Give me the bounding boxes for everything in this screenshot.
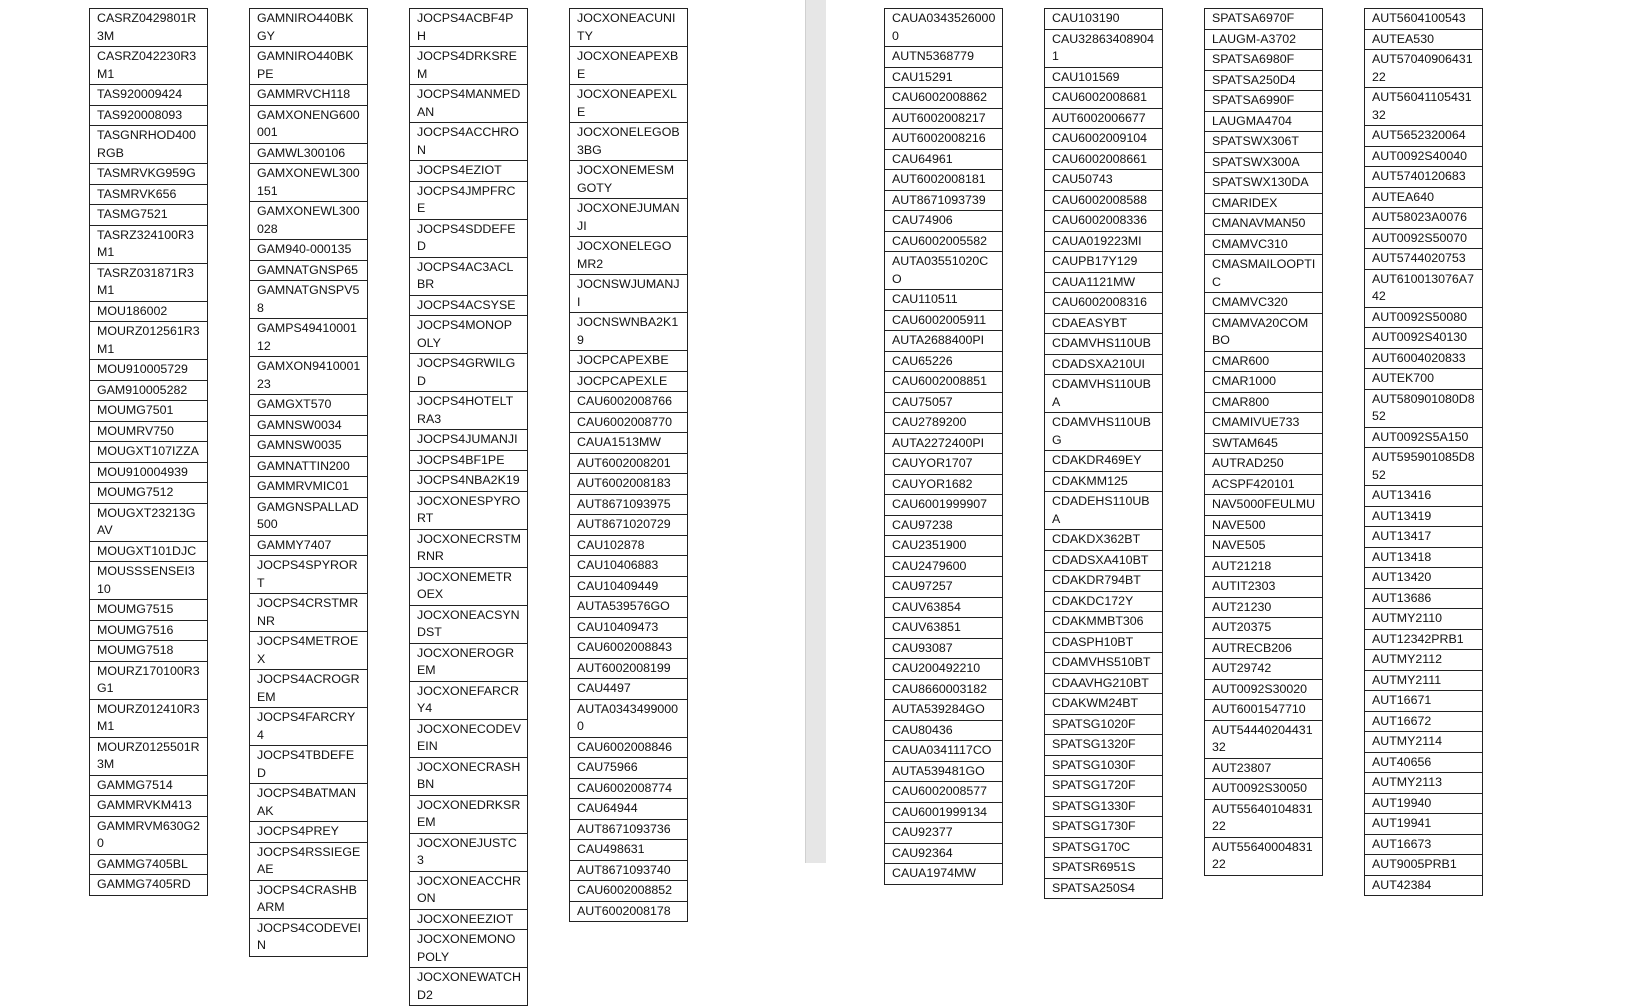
table-cell: AUT9005PRB1	[1365, 855, 1482, 876]
table-cell: CDADSXA410BT	[1045, 551, 1162, 572]
table-cell: CAU101569	[1045, 68, 1162, 89]
table-cell: GAMPS4941000112	[250, 319, 367, 357]
table-cell: CAUV63851	[885, 618, 1002, 639]
table-cell: JOCPS4HOTELTRA3	[410, 392, 527, 430]
table-cell: AUT5604100543	[1365, 9, 1482, 30]
table-cell: JOCPS4CODEVEIN	[250, 919, 367, 957]
table-cell: JOCPS4RSSIEGEAE	[250, 843, 367, 881]
table-cell: AUTA2688400PI	[885, 331, 1002, 352]
table-cell: CDAMVHS110UBA	[1045, 375, 1162, 413]
code-column	[1364, 8, 1483, 896]
table-cell: AUT58023A0076	[1365, 208, 1482, 229]
table-cell: CAU6002008851	[885, 372, 1002, 393]
table-cell: AUT16672	[1365, 712, 1482, 733]
table-cell: TAS920009424	[90, 85, 207, 106]
table-cell: CAU93087	[885, 639, 1002, 660]
table-cell: TASMRVK656	[90, 185, 207, 206]
table-cell: JOCPS4ACSYSE	[410, 296, 527, 317]
table-cell: CAU6001999907	[885, 495, 1002, 516]
table-cell: MOUSSSENSEI310	[90, 562, 207, 600]
table-cell: JOCPS4ACCHRON	[410, 123, 527, 161]
table-cell: AUT13420	[1365, 568, 1482, 589]
table-cell: JOCPS4EZIOT	[410, 161, 527, 182]
table-cell: CASRZ0429801R3M	[90, 9, 207, 47]
table-cell: CDAMVHS110UBG	[1045, 413, 1162, 451]
table-cell: AUT5564010483122	[1205, 800, 1322, 838]
table-cell: JOCPS4TBDEFED	[250, 746, 367, 784]
table-cell: JOCPS4NBA2K19	[410, 471, 527, 492]
table-cell: CAU6002008336	[1045, 211, 1162, 232]
table-cell: CDAKDR794BT	[1045, 571, 1162, 592]
table-cell: MOUMG7512	[90, 483, 207, 504]
table-cell: AUT23807	[1205, 759, 1322, 780]
table-cell: CMAMVC320	[1205, 293, 1322, 314]
table-cell: SPATSA6990F	[1205, 91, 1322, 112]
table-cell: AUT40656	[1365, 753, 1482, 774]
table-cell: AUTA539481GO	[885, 762, 1002, 783]
table-cell: CAU328634089041	[1045, 30, 1162, 68]
table-cell: AUT13418	[1365, 548, 1482, 569]
table-cell: JOCXONEMONOPOLY	[410, 930, 527, 968]
table-cell: SPATSWX300A	[1205, 153, 1322, 174]
table-cell: CMAR800	[1205, 393, 1322, 414]
table-cell: SPATSG1320F	[1045, 735, 1162, 756]
table-cell: AUT8671093975	[570, 495, 687, 516]
table-cell: JOCXONECRASHBN	[410, 758, 527, 796]
table-cell: SPATSG1720F	[1045, 776, 1162, 797]
table-cell: MOUMG7501	[90, 401, 207, 422]
table-cell: CDAKDR469EY	[1045, 451, 1162, 472]
table-cell: GAMMRVCH118	[250, 85, 367, 106]
table-cell: AUTA03551020CO	[885, 252, 1002, 290]
table-cell: JOCXONEACSYNDST	[410, 606, 527, 644]
table-cell: AUT5604110543132	[1365, 88, 1482, 126]
table-cell: CAU92364	[885, 844, 1002, 865]
table-cell: AUTMY2112	[1365, 650, 1482, 671]
table-cell: CAUA1974MW	[885, 864, 1002, 885]
table-cell: CAU6002008846	[570, 738, 687, 759]
table-cell: AUTA539284GO	[885, 700, 1002, 721]
table-cell: AUT6002008181	[885, 170, 1002, 191]
table-cell: CAU8660003182	[885, 680, 1002, 701]
table-cell: CAU2351900	[885, 536, 1002, 557]
table-cell: AUTN5368779	[885, 47, 1002, 68]
table-cell: MOU910004939	[90, 463, 207, 484]
table-cell: AUT16673	[1365, 835, 1482, 856]
table-cell: CAU200492210	[885, 659, 1002, 680]
table-cell: JOCNSWNBA2K19	[570, 313, 687, 351]
table-cell: JOCXONELEGOB3BG	[570, 123, 687, 161]
table-cell: CDAKMMBT306	[1045, 612, 1162, 633]
table-cell: ACSPF420101	[1205, 475, 1322, 496]
table-cell: AUT6002008201	[570, 454, 687, 475]
table-cell: NAVE500	[1205, 516, 1322, 537]
table-cell: CDADSXA210UI	[1045, 355, 1162, 376]
table-cell: AUT5704090643122	[1365, 50, 1482, 88]
table-cell: AUT13419	[1365, 507, 1482, 528]
table-cell: GAMNATGNSPV58	[250, 281, 367, 319]
table-cell: CAUA03435260000	[885, 9, 1002, 47]
table-cell: JOCXONELEGOMR2	[570, 237, 687, 275]
table-cell: GAMWL300106	[250, 144, 367, 165]
table-cell: CAU74906	[885, 211, 1002, 232]
table-cell: GAMNIRO440BKGY	[250, 9, 367, 47]
table-cell: JOCNSWJUMANJI	[570, 275, 687, 313]
table-cell: CDAKDC172Y	[1045, 592, 1162, 613]
table-cell: GAMMRVKM413	[90, 796, 207, 817]
page-gutter	[805, 0, 826, 863]
table-cell: CAU97238	[885, 516, 1002, 537]
table-cell: JOCXONEFARCRY4	[410, 682, 527, 720]
table-cell: AUT5652320064	[1365, 126, 1482, 147]
table-cell: AUT0092S30050	[1205, 779, 1322, 800]
table-cell: JOCPS4MONOPOLY	[410, 316, 527, 354]
table-cell: AUT0092S50080	[1365, 308, 1482, 329]
table-cell: MOU186002	[90, 302, 207, 323]
table-cell: CAUYOR1682	[885, 475, 1002, 496]
table-cell: AUT610013076A742	[1365, 270, 1482, 308]
table-cell: GAMXONENG600001	[250, 106, 367, 144]
table-cell: JOCPCAPEXBE	[570, 351, 687, 372]
table-cell: CDAEASYBT	[1045, 314, 1162, 335]
table-cell: CAU64944	[570, 799, 687, 820]
table-cell: CAU6002009104	[1045, 129, 1162, 150]
table-cell: AUT0092S30020	[1205, 680, 1322, 701]
table-cell: GAMXON941000123	[250, 357, 367, 395]
table-cell: AUTRAD250	[1205, 454, 1322, 475]
table-cell: JOCXONEEZIOT	[410, 910, 527, 931]
table-cell: AUT5564000483122	[1205, 838, 1322, 876]
table-cell: AUT5444020443132	[1205, 721, 1322, 759]
table-cell: SPATSA6980F	[1205, 50, 1322, 71]
table-cell: SPATSG1020F	[1045, 715, 1162, 736]
table-cell: AUT19940	[1365, 794, 1482, 815]
table-cell: SPATSWX130DA	[1205, 173, 1322, 194]
table-cell: TAS920008093	[90, 106, 207, 127]
code-column	[89, 8, 208, 896]
table-cell: JOCPS4DRKSREM	[410, 47, 527, 85]
table-cell: AUT21230	[1205, 598, 1322, 619]
table-cell: CAUA1121MW	[1045, 273, 1162, 294]
table-cell: AUT8671093736	[570, 820, 687, 841]
table-cell: CAU6002008316	[1045, 293, 1162, 314]
table-cell: CAU92377	[885, 823, 1002, 844]
table-cell: MOUMG7516	[90, 621, 207, 642]
table-cell: CAU6002008862	[885, 88, 1002, 109]
table-cell: CAU102878	[570, 536, 687, 557]
table-cell: GAMMG7514	[90, 776, 207, 797]
table-cell: AUTIT2303	[1205, 577, 1322, 598]
table-cell: JOCPS4CRASHBARM	[250, 881, 367, 919]
table-cell: AUT8671020729	[570, 515, 687, 536]
table-cell: JOCXONECODEVEIN	[410, 720, 527, 758]
table-cell: AUT6002008178	[570, 902, 687, 923]
table-cell: JOCPCAPEXLE	[570, 372, 687, 393]
table-cell: GAMNATGNSP65	[250, 261, 367, 282]
table-cell: CMASMAILOOPTIC	[1205, 255, 1322, 293]
table-cell: CDAKDX362BT	[1045, 530, 1162, 551]
table-cell: CMAR1000	[1205, 372, 1322, 393]
table-cell: NAVE505	[1205, 536, 1322, 557]
table-cell: JOCXONECRSTMRNR	[410, 530, 527, 568]
table-cell: TASMG7521	[90, 205, 207, 226]
table-cell: AUT5740120683	[1365, 167, 1482, 188]
table-cell: JOCPS4BATMANAK	[250, 784, 367, 822]
table-cell: MOUGXT107IZZA	[90, 442, 207, 463]
table-cell: CAU75966	[570, 758, 687, 779]
table-cell: AUT0092S40040	[1365, 147, 1482, 168]
table-cell: CAU10409473	[570, 618, 687, 639]
table-cell: JOCPS4SPYRORT	[250, 556, 367, 594]
table-cell: SPATSA250S4	[1045, 879, 1162, 900]
table-cell: LAUGM-A3702	[1205, 30, 1322, 51]
table-cell: CAUV63854	[885, 598, 1002, 619]
table-cell: CMARIDEX	[1205, 194, 1322, 215]
table-cell: SPATSG170C	[1045, 838, 1162, 859]
table-cell: MOURZ0125501R3M	[90, 738, 207, 776]
table-cell: AUT8671093739	[885, 191, 1002, 212]
table-cell: CAU10409449	[570, 577, 687, 598]
table-cell: CDAKWM24BT	[1045, 694, 1162, 715]
table-cell: SPATSA6970F	[1205, 9, 1322, 30]
table-cell: JOCXONEAPEXBE	[570, 47, 687, 85]
table-cell: AUT13417	[1365, 527, 1482, 548]
table-cell: JOCXONEDRKSREM	[410, 796, 527, 834]
table-cell: CAU15291	[885, 68, 1002, 89]
right-page	[826, 0, 1625, 895]
table-cell: NAV5000FEULMU	[1205, 495, 1322, 516]
table-cell: GAMGXT570	[250, 395, 367, 416]
table-cell: CDAMVHS510BT	[1045, 653, 1162, 674]
table-cell: AUT20375	[1205, 618, 1322, 639]
table-cell: AUT6002008216	[885, 129, 1002, 150]
table-cell: MOU910005729	[90, 360, 207, 381]
table-cell: JOCPS4BF1PE	[410, 451, 527, 472]
table-cell: JOCPS4FARCRY4	[250, 708, 367, 746]
code-column	[569, 8, 688, 922]
table-cell: TASRZ031871R3M1	[90, 264, 207, 302]
table-cell: JOCXONEWATCHD2	[410, 968, 527, 1006]
table-cell: CDAKMM125	[1045, 472, 1162, 493]
table-cell: SPATSG1730F	[1045, 817, 1162, 838]
table-cell: SPATSR6951S	[1045, 858, 1162, 879]
table-cell: GAMMY7407	[250, 536, 367, 557]
table-cell: MOURZ012410R3M1	[90, 700, 207, 738]
table-cell: AUT6002008183	[570, 474, 687, 495]
table-cell: JOCXONEJUSTC3	[410, 834, 527, 872]
table-cell: MOURZ012561R3M1	[90, 322, 207, 360]
table-cell: CAU6001999134	[885, 803, 1002, 824]
table-cell: CAU6002008774	[570, 779, 687, 800]
table-cell: AUTA2272400PI	[885, 434, 1002, 455]
table-cell: AUT12342PRB1	[1365, 630, 1482, 651]
table-cell: AUT0092S50070	[1365, 229, 1482, 250]
table-cell: MOUMG7518	[90, 641, 207, 662]
table-cell: AUT595901085D852	[1365, 448, 1482, 486]
table-cell: CDADEHS110UBA	[1045, 492, 1162, 530]
table-cell: GAM940-000135	[250, 240, 367, 261]
table-cell: JOCPS4PREY	[250, 822, 367, 843]
table-cell: CAU75057	[885, 393, 1002, 414]
table-cell: AUTMY2110	[1365, 609, 1482, 630]
table-cell: JOCPS4AC3ACLBR	[410, 258, 527, 296]
table-cell: CDAAVHG210BT	[1045, 674, 1162, 695]
table-cell: AUT6002006677	[1045, 109, 1162, 130]
table-cell: GAMNSW0035	[250, 436, 367, 457]
table-cell: AUT6002008199	[570, 659, 687, 680]
table-cell: AUTMY2113	[1365, 773, 1482, 794]
table-cell: CAU6002008843	[570, 638, 687, 659]
table-cell: JOCPS4ACROGREM	[250, 670, 367, 708]
table-cell: SWTAM645	[1205, 434, 1322, 455]
table-cell: AUT0092S40130	[1365, 328, 1482, 349]
table-cell: CAU6002008681	[1045, 88, 1162, 109]
table-cell: AUTEA640	[1365, 188, 1482, 209]
table-cell: CMAMIVUE733	[1205, 413, 1322, 434]
table-cell: CMAMVA20COMBO	[1205, 314, 1322, 352]
table-cell: CAU50743	[1045, 170, 1162, 191]
table-cell: CMAR600	[1205, 352, 1322, 373]
code-column	[1204, 8, 1323, 876]
table-cell: JOCPS4METROEX	[250, 632, 367, 670]
left-page	[0, 0, 805, 1002]
table-cell: GAMMG7405RD	[90, 875, 207, 896]
table-cell: CAU97257	[885, 577, 1002, 598]
table-cell: JOCXONEMETROEX	[410, 568, 527, 606]
table-cell: AUT13686	[1365, 589, 1482, 610]
table-cell: JOCPS4JMPFRCE	[410, 182, 527, 220]
table-cell: GAMMG7405BL	[90, 855, 207, 876]
table-cell: AUT6004020833	[1365, 349, 1482, 370]
table-cell: CAU2789200	[885, 413, 1002, 434]
table-cell: GAMGNSPALLAD500	[250, 498, 367, 536]
table-cell: JOCXONEJUMANJI	[570, 199, 687, 237]
table-cell: AUT21218	[1205, 557, 1322, 578]
table-cell: AUTA03434990000	[570, 700, 687, 738]
table-cell: AUT6002008217	[885, 109, 1002, 130]
table-cell: CAU65226	[885, 352, 1002, 373]
table-cell: JOCXONEROGREM	[410, 644, 527, 682]
table-cell: AUT8671093740	[570, 861, 687, 882]
table-cell: CASRZ042230R3M1	[90, 47, 207, 85]
code-column	[884, 8, 1003, 885]
table-cell: CAU6002008766	[570, 392, 687, 413]
table-cell: JOCXONEMESMGOTY	[570, 161, 687, 199]
table-cell: TASGNRHOD400RGB	[90, 126, 207, 164]
table-cell: TASMRVKG959G	[90, 164, 207, 185]
table-cell: AUT580901080D852	[1365, 390, 1482, 428]
table-cell: SPATSG1030F	[1045, 756, 1162, 777]
table-cell: AUTMY2114	[1365, 732, 1482, 753]
table-cell: AUTRECB206	[1205, 639, 1322, 660]
code-column	[249, 8, 368, 957]
table-cell: TASRZ324100R3M1	[90, 226, 207, 264]
table-cell: AUT0092S5A150	[1365, 428, 1482, 449]
table-cell: CAU64961	[885, 150, 1002, 171]
table-cell: JOCXONESPYRORT	[410, 492, 527, 530]
table-cell: AUT5744020753	[1365, 249, 1482, 270]
table-cell: CAU103190	[1045, 9, 1162, 30]
table-cell: GAMXONEWL300151	[250, 164, 367, 202]
table-cell: JOCPS4SDDEFED	[410, 220, 527, 258]
table-cell: AUT19941	[1365, 814, 1482, 835]
table-cell: AUT29742	[1205, 659, 1322, 680]
code-column	[409, 8, 528, 1006]
table-cell: CAU6002008577	[885, 782, 1002, 803]
table-cell: CDAMVHS110UB	[1045, 334, 1162, 355]
table-cell: CAUPB17Y129	[1045, 252, 1162, 273]
table-cell: CAUYOR1707	[885, 454, 1002, 475]
table-cell: CAU10406883	[570, 556, 687, 577]
table-cell: AUTEA530	[1365, 30, 1482, 51]
table-cell: AUT42384	[1365, 876, 1482, 897]
table-cell: AUT13416	[1365, 486, 1482, 507]
table-cell: AUT6001547710	[1205, 700, 1322, 721]
table-cell: MOUGXT101DJC	[90, 542, 207, 563]
table-cell: MOUMG7515	[90, 600, 207, 621]
code-column	[1044, 8, 1163, 899]
table-cell: LAUGMA4704	[1205, 112, 1322, 133]
table-cell: MOURZ170100R3G1	[90, 662, 207, 700]
table-cell: AUTMY2111	[1365, 671, 1482, 692]
table-cell: CAU6002005911	[885, 311, 1002, 332]
table-cell: JOCXONEAPEXLE	[570, 85, 687, 123]
table-cell: CAUA019223MI	[1045, 232, 1162, 253]
table-cell: SPATSG1330F	[1045, 797, 1162, 818]
table-cell: AUTEK700	[1365, 369, 1482, 390]
table-cell: JOCPS4GRWILGD	[410, 354, 527, 392]
table-cell: GAMXONEWL300028	[250, 202, 367, 240]
table-cell: CAU6002008852	[570, 881, 687, 902]
table-cell: CAU6002008661	[1045, 150, 1162, 171]
table-cell: SPATSWX306T	[1205, 132, 1322, 153]
table-cell: CMANAVMAN50	[1205, 214, 1322, 235]
table-cell: GAM910005282	[90, 381, 207, 402]
table-cell: AUT16671	[1365, 691, 1482, 712]
table-cell: CDASPH10BT	[1045, 633, 1162, 654]
table-cell: AUTA539576GO	[570, 597, 687, 618]
table-cell: CAU6002008588	[1045, 191, 1162, 212]
table-cell: CAU4497	[570, 679, 687, 700]
table-cell: SPATSA250D4	[1205, 71, 1322, 92]
table-cell: CAU80436	[885, 721, 1002, 742]
table-cell: GAMNATTIN200	[250, 457, 367, 478]
table-cell: CAU2479600	[885, 557, 1002, 578]
table-cell: JOCPS4ACBF4PH	[410, 9, 527, 47]
table-cell: GAMMRVM630G20	[90, 817, 207, 855]
table-cell: JOCPS4JUMANJI	[410, 430, 527, 451]
table-cell: CAUA1513MW	[570, 433, 687, 454]
table-cell: JOCPS4CRSTMRNR	[250, 594, 367, 632]
table-cell: GAMMRVMIC01	[250, 477, 367, 498]
table-cell: MOUMRV750	[90, 422, 207, 443]
table-cell: CAU110511	[885, 290, 1002, 311]
table-cell: CAU6002005582	[885, 232, 1002, 253]
table-cell: MOUGXT23213GAV	[90, 504, 207, 542]
table-cell: CMAMVC310	[1205, 235, 1322, 256]
table-cell: GAMNIRO440BKPE	[250, 47, 367, 85]
table-cell: JOCPS4MANMEDAN	[410, 85, 527, 123]
table-cell: JOCXONEACUNITY	[570, 9, 687, 47]
table-cell: CAU6002008770	[570, 413, 687, 434]
table-cell: CAUA0341117CO	[885, 741, 1002, 762]
table-cell: GAMNSW0034	[250, 416, 367, 437]
table-cell: JOCXONEACCHRON	[410, 872, 527, 910]
table-cell: CAU498631	[570, 840, 687, 861]
